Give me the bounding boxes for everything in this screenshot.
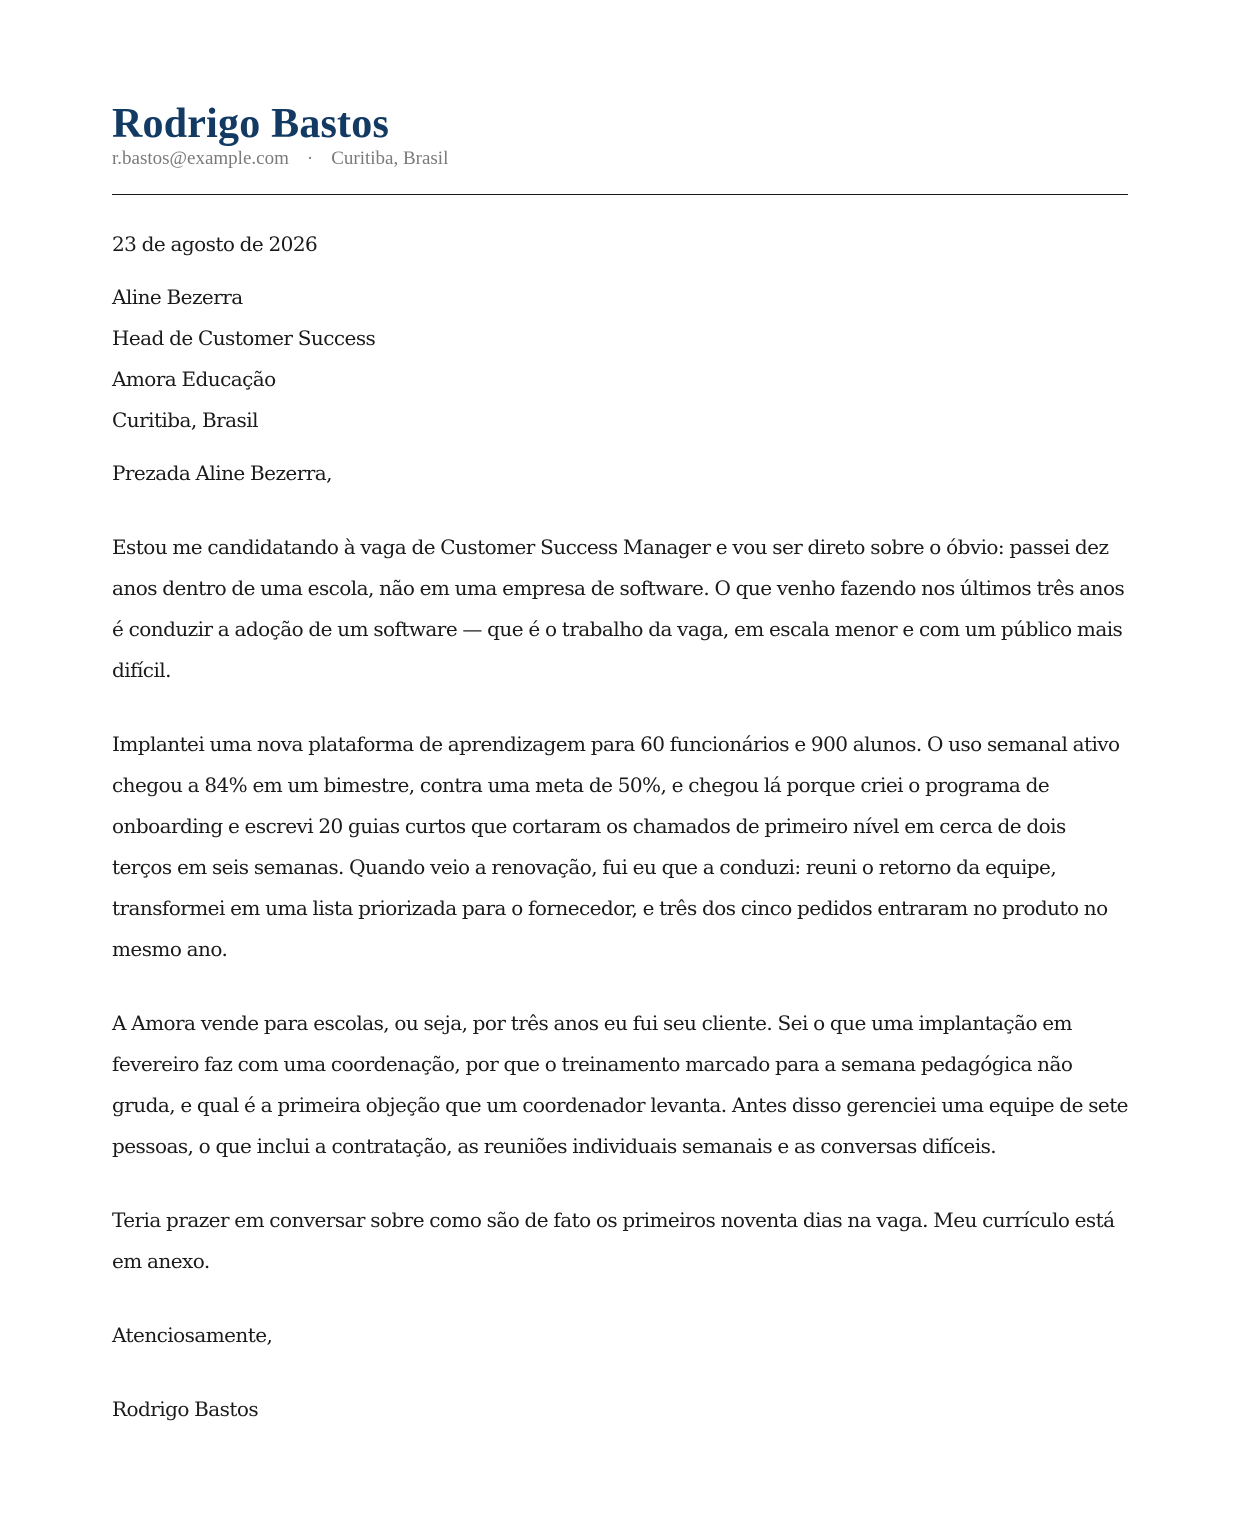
closing: Atenciosamente, xyxy=(112,1323,273,1347)
signature: Rodrigo Bastos xyxy=(112,1397,259,1421)
letter-date: 23 de agosto de 2026 xyxy=(112,232,318,256)
sender-email: r.bastos@example.com xyxy=(112,148,289,169)
recipient-title: Head de Customer Success xyxy=(112,326,376,350)
cover-letter-page xyxy=(112,100,1128,1421)
contact-line xyxy=(112,148,1128,170)
letter-paragraph-4: Teria prazer em conversar sobre como são de fato os primeiros noventa dias na vaga. Meu currículo está em anexo. xyxy=(112,1208,1115,1273)
letter-body xyxy=(112,224,1128,1430)
recipient-block xyxy=(112,277,1128,441)
recipient-name: Aline Bezerra xyxy=(112,285,243,309)
recipient-city: Curitiba, Brasil xyxy=(112,408,258,432)
letter-paragraph-1: Estou me candidatando à vaga de Customer Success Manager e vou ser direto sobre o óbvio: passei dez anos dentro de uma escola, não em uma empresa de software. O que venho fazendo nos últimos três anos é conduzir a adoção de um software — que é o trabalho da vaga, em escala menor e com um público mais difícil. xyxy=(112,535,1125,682)
recipient-company: Amora Educação xyxy=(112,367,276,391)
sender-location: Curitiba, Brasil xyxy=(331,148,449,169)
contact-separator: · xyxy=(306,148,314,169)
sender-name: Rodrigo Bastos xyxy=(112,101,389,147)
letter-paragraph-3: A Amora vende para escolas, ou seja, por três anos eu fui seu cliente. Sei o que uma implantação em fevereiro faz com uma coordenação, por que o treinamento marcado para a semana pedagógica não gruda, e qual é a primeira objeção que um coordenador levanta. Antes disso gerenciei uma equipe de sete pessoas, o que inclui a contratação, as reuniões individuais semanais e as conversas difíceis. xyxy=(112,1011,1128,1158)
salutation: Prezada Aline Bezerra, xyxy=(112,461,332,485)
header-divider xyxy=(112,194,1128,195)
letter-paragraph-2: Implantei uma nova plataforma de aprendizagem para 60 funcionários e 900 alunos. O uso semanal ativo chegou a 84% em um bimestre, contra uma meta de 50%, e chegou lá porque criei o programa de onboarding e escrevi 20 guias curtos que cortaram os chamados de primeiro nível em cerca de dois terços em seis semanas. Quando veio a renovação, fui eu que a conduzi: reuni o retorno da equipe, transformei em uma lista priorizada para o fornecedor, e três dos cinco pedidos entraram no produto no mesmo ano. xyxy=(112,732,1120,961)
